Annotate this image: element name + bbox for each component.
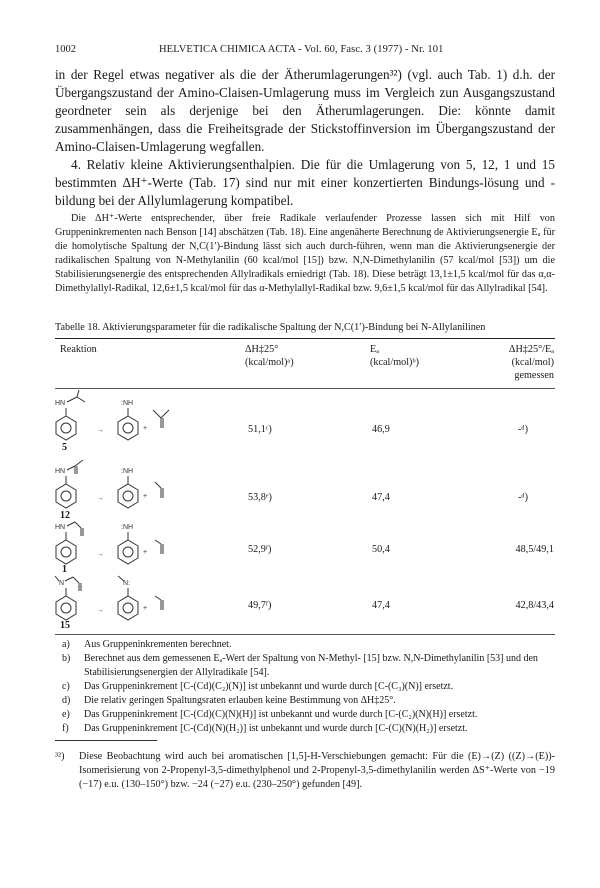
paragraph-3-small: Die ΔH⁺-Werte entsprechender, über freie Radikale verlaufender Prozesse lassen sich mit Hilf von Gruppeninkrementen nach Benson [14] abschätzen (Tab. 18). Eine angenäherte Berechnung de Aktivierungsenergie Eₐ für die homolytische Spaltung der N,C(1′)-Bindung lässt sich auch durch-führen, wenn man die Aktivierungsenergie der radikalischen Spaltung von N-Methylanilin (60 kcal/mol [15]) bzw. N,N-Dimethylanilin (57 kcal/mol [53]) um die Stabilisierungsenergie des entsprechenden Allylradikals erniedrigt (Tab. 18). Diese beträgt 13,1±1,5 kcal/mol für das α,α-Dimethylallyl-Radikal, 12,6±1,5 kcal/mol für das α-Methylallyl-Radikal bzw. 9,6±1,5 kcal/mol für das Allylradikal [54]. bbox=[55, 213, 555, 294]
arrow: → bbox=[97, 427, 104, 434]
dh-value-12: 53,8ᵉ) bbox=[248, 492, 272, 503]
header-measured-line1: ΔH‡25°/Eₐ bbox=[508, 344, 554, 355]
footnote-32 bbox=[55, 750, 555, 792]
header-ea-line2: (kcal/mol)ᵇ) bbox=[370, 357, 419, 368]
header-measured-line3: gemessen bbox=[514, 370, 554, 381]
body-text bbox=[55, 66, 555, 210]
ea-value-15: 47,4 bbox=[372, 600, 390, 611]
reaction-scheme-12 bbox=[55, 464, 235, 524]
arrow: → bbox=[97, 495, 104, 502]
reaction-scheme-5 bbox=[55, 396, 235, 456]
ea-value-5: 46,9 bbox=[372, 424, 390, 435]
atom-label: N: bbox=[123, 580, 130, 587]
header-dh-line1: ΔH‡25° bbox=[245, 344, 279, 355]
journal-title: HELVETICA CHIMICA ACTA - Vol. 60, Fasc. 3 (1977) - Nr. 101 bbox=[159, 44, 444, 55]
header-dh-line2: (kcal/mol)ᵃ) bbox=[245, 357, 294, 368]
header-measured-line2: (kcal/mol) bbox=[511, 357, 554, 368]
atom-label: N bbox=[59, 580, 65, 587]
table-bottom-rule bbox=[55, 634, 555, 635]
header-dh bbox=[245, 343, 294, 369]
measured-value-12: -ᵈ) bbox=[518, 492, 528, 503]
header-ea bbox=[370, 343, 419, 369]
measured-value-5: -ᵈ) bbox=[518, 424, 528, 435]
table-top-rule bbox=[55, 338, 555, 339]
header-reaction: Reaktion bbox=[60, 344, 97, 355]
plus-sign: + bbox=[143, 493, 148, 500]
ea-value-1: 50,4 bbox=[372, 544, 390, 555]
header-ea-line1: Eₐ bbox=[370, 344, 380, 355]
atom-label: :NH bbox=[121, 524, 134, 531]
paragraph-2: 4. Relativ kleine Aktivierungsenthalpien. Die für die Umlagerung von 5, 12, 1 und 15 bestimmten ΔH⁺-Werte (Tab. 17) sind nur mit einer konzertierten Bindungs-lösung und -bildung bei der Allylumlagerung kompatibel. bbox=[55, 157, 555, 208]
measured-value-1: 48,5/49,1 bbox=[515, 544, 554, 555]
header-measured bbox=[478, 343, 554, 382]
plus-sign: + bbox=[143, 425, 148, 432]
ea-value-12: 47,4 bbox=[372, 492, 390, 503]
footnote-32-mark: ³²) bbox=[55, 751, 65, 762]
table-caption: Tabelle 18. Aktivierungsparameter für die radikalische Spaltung der N,C(1′)-Bindung bei N-Allylanilinen bbox=[55, 322, 486, 333]
reaction-scheme-1 bbox=[55, 520, 235, 580]
atom-label: HN bbox=[55, 468, 66, 475]
atom-label: HN bbox=[55, 524, 66, 531]
paragraph-1: in der Regel etwas negativer als die der Ätherumlagerungen³²) (vgl. auch Tab. 1) d.h. der Übergangszustand der Amino-Claisen-Umlagerung muss im Vergleich zun Ausgangszustand geordneter sein als derjenige bei den Ätherumlagerungen. Die: könnte damit zusammenhängen, dass die Freiheitsgrade der Stickstoffinversion im Übergangszustand der Amino-Claisen-Umlagerung wegfallen. bbox=[55, 67, 555, 154]
dh-value-5: 51,1ᶜ) bbox=[248, 424, 272, 435]
atom-label: HN bbox=[55, 400, 66, 407]
footnote-32-text: Diese Beobachtung wird auch bei aromatischen [1,5]-H-Verschiebungen gemacht: Für die (E)→(Z) ((Z)→(E))-Isomerisierung von 2-Propenyl-3,5-dimethylphenol und 2-Propenyl-3,5-dimethylanilin werden ΔS⁺-Werte von −19 (−17) e.u. (130–150°) bzw. −24 (−27) e.u. (230–250°) gefunden [49]. bbox=[79, 751, 555, 790]
compound-number-15: 15 bbox=[60, 620, 70, 631]
atom-label: :NH bbox=[121, 400, 134, 407]
dh-value-1: 52,9ᶠ) bbox=[248, 544, 272, 555]
plus-sign: + bbox=[143, 605, 148, 612]
compound-number-5: 5 bbox=[62, 442, 67, 453]
arrow: → bbox=[97, 551, 104, 558]
footnote-separator bbox=[55, 740, 157, 741]
dh-value-15: 49,7ᶠ) bbox=[248, 600, 272, 611]
compound-number-1: 1 bbox=[62, 564, 67, 575]
page-number: 1002 bbox=[55, 44, 76, 55]
atom-label: :NH bbox=[121, 468, 134, 475]
reaction-scheme-15 bbox=[55, 576, 235, 636]
table-footnotes: a) Aus Gruppeninkrementen berechnet. b) Berechnet aus dem gemessenen Eₐ-Wert der Spaltung von N-Methyl- [15] bzw. N,N-Dimethylanilin [53] und den Stabilisierungsenergien der Allylradikale [54]. c) Das Gruppeninkrement [C-(Cd)(C₂)(N)] ist unbekannt und wurde durch [C-(C₃)(N)] ersetzt. d) Die relativ geringen Spaltungsraten erlauben keine Bestimmung von ΔH‡25°. e) Das Gruppeninkrement [C-(Cd)(C)(N)(H)] ist unbekannt und wurde durch [C-(C₂)(N)(H)] ersetzt. f) Das Gruppeninkrement [C-(Cd)(N)(H₂)] ist unbekannt und wurde durch [C-(C)(N)(H₂)] ersetzt. bbox=[62, 639, 538, 734]
compound-number-12: 12 bbox=[60, 510, 70, 521]
table-header-rule bbox=[55, 388, 555, 389]
measured-value-15: 42,8/43,4 bbox=[515, 600, 554, 611]
plus-sign: + bbox=[143, 549, 148, 556]
arrow: → bbox=[97, 607, 104, 614]
